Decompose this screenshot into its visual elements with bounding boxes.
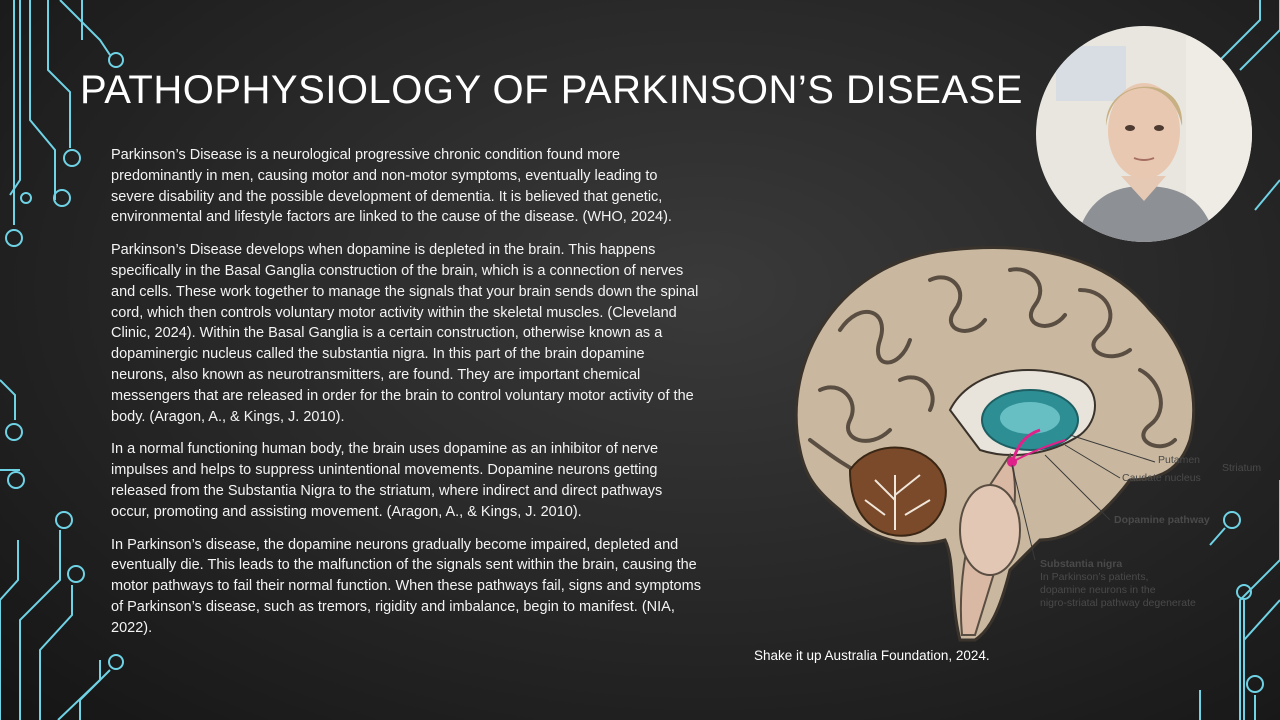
paragraph-disease-progression: In Parkinson’s disease, the dopamine neurons gradually become impaired, depleted and eventually die. This leads to the malfunction of the signals sent within the brain, causing the motor pathways to fail their normal function. When these pathways fail, signs and symptoms of Parkinson’s disease, such as tremors, rigidity and imbalance, begin to manifest. (NIA, 2022). [111, 536, 701, 636]
label-putamen: Putamen [1158, 454, 1201, 466]
label-substantia-note-2: dopamine neurons in the [1040, 584, 1156, 596]
label-striatum: Striatum [1222, 462, 1262, 474]
paragraph-overview: Parkinson’s Disease is a neurological progressive chronic condition found more predominantly in men, causing motor and non-motor symptoms, eventually leading to severe disability and the possible development of dementia. It is believed that genetic, environmental and lifestyle factors are linked to the cause of the disease. (WHO, 2024). [111, 147, 672, 226]
presenter-avatar [1036, 26, 1252, 242]
brain-diagram [780, 240, 1250, 650]
paragraph-dopamine-depletion: Parkinson’s Disease develops when dopamine is depleted in the brain. This happens specifically in the Basal Ganglia construction of the brain, which is a connection of nerves and cells. These work together to manage the signals that your brain sends down the spinal cord, which then controls voluntary motor activity within the skeletal muscles. (Cleveland Clinic, 2024). Within the Basal Ganglia is a certain construction, otherwise known as a dopaminergic nucleus called the substantia nigra. In this part of the brain dopamine neurons, also known as neurotransmitters, are found. They are important chemical messengers that are released in order for the brain to control voluntary motor activity of the body. (Aragon, A., & Kings, J. 2010). [111, 242, 699, 425]
label-substantia-note-1: In Parkinson’s patients, [1040, 571, 1149, 583]
label-dopamine-pathway: Dopamine pathway [1114, 514, 1210, 526]
label-substantia-note-3: nigro-striatal pathway degenerate [1040, 597, 1196, 609]
label-caudate-nucleus: Caudate nucleus [1122, 472, 1201, 484]
presenter-webcam [1036, 26, 1252, 242]
paragraph-normal-function: In a normal functioning human body, the brain uses dopamine as an inhibitor of nerve impulses and helps to suppress unintentional movements. Dopamine neurons getting released from the Substantia Nigra to the striatum, where indirect and direct pathways occur, promoting and assisting movement. (Aragon, A., & Kings, J. 2010). [111, 441, 663, 520]
label-substantia-nigra: Substantia nigra [1040, 558, 1123, 570]
slide-title: PATHOPHYSIOLOGY OF PARKINSON’S DISEASE [80, 68, 1023, 112]
slide-body [111, 145, 701, 651]
image-caption: Shake it up Australia Foundation, 2024. [754, 648, 990, 663]
brain-sagittal-illustration [780, 240, 1250, 650]
